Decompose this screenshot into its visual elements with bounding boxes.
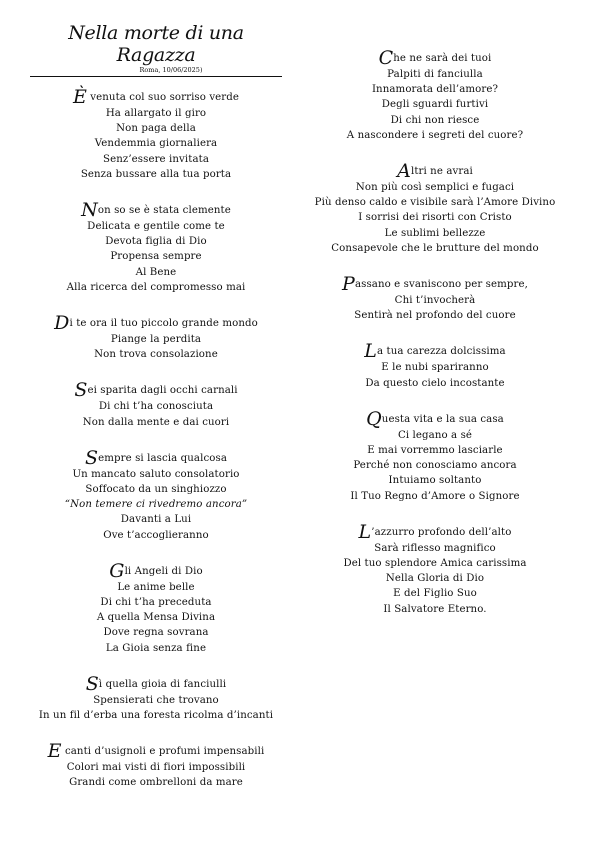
poem-line: Di chi non riesce (390, 114, 480, 126)
poem-line: Non più così semplici e fugaci (355, 182, 515, 194)
poem-line: Intuiamo soltanto (388, 475, 482, 487)
first-line-text: on so se è stata clemente (97, 205, 231, 217)
first-line-text: ’azzurro profondo dell’alto (371, 526, 512, 538)
stanza (300, 340, 570, 390)
left-column (30, 22, 282, 811)
poem-line: La Gioia senza fine (105, 642, 207, 654)
poem-line: Ci legano a sé (397, 429, 473, 441)
stanza (300, 520, 570, 617)
poem-line: Il Tuo Regno d’Amore o Signore (350, 490, 520, 502)
stanza-first-line (30, 199, 282, 222)
poem-line: Un mancato saluto consolatorio (72, 468, 240, 480)
poem-line: “Non temere ci rivedremo ancora” (64, 499, 248, 511)
poem-line: A quella Mensa Divina (96, 612, 216, 624)
stanza-first-line (30, 86, 282, 108)
decorative-initial: A (397, 160, 411, 183)
decorative-initial: P (342, 273, 355, 296)
poem-line: Piange la perdita (110, 334, 202, 346)
decorative-initial: S (74, 379, 88, 402)
poem-line: Senza bussare alla tua porta (80, 168, 232, 180)
first-line-text: empre si lascia qualcosa (98, 452, 227, 464)
stanza-first-line (30, 740, 282, 763)
right-stanzas (300, 47, 570, 617)
poem-line: Perché non conosciamo ancora (353, 460, 517, 472)
stanza-first-line (300, 160, 570, 183)
poem-date: Roma, 10/06/2025) (139, 66, 203, 74)
decorative-initial: L (364, 340, 377, 363)
poem-line: Più denso caldo e visibile sarà l’Amore Divino (314, 197, 556, 209)
title-block (30, 22, 282, 77)
stanza-first-line (30, 559, 282, 582)
decorative-initial: Q (366, 407, 382, 430)
poem-line: In un fil d’erba una foresta ricolma d’incanti (38, 710, 274, 722)
stanza (30, 379, 282, 429)
stanza-first-line (300, 273, 570, 296)
poem-line: Vendemmia giornaliera (94, 138, 218, 150)
poem-line: Spensierati che trovano (93, 694, 219, 706)
poem-line: Chi t’invocherà (394, 295, 476, 307)
poem-line: Alla ricerca del compromesso mai (66, 281, 246, 293)
first-line-text: venuta col suo sorriso verde (86, 92, 240, 103)
poem-line: Ha allargato il giro (105, 108, 207, 119)
decorative-initial: G (109, 559, 125, 582)
poem-line: Devota figlia di Dio (105, 236, 207, 248)
poem-line: Di chi t’ha conosciuta (98, 401, 214, 413)
first-line-text: uesta vita e la sua casa (381, 413, 504, 425)
poem-line: Consapevole che le brutture del mondo (331, 242, 539, 254)
first-line-text: a tua carezza dolcissima (376, 346, 506, 358)
stanza (30, 740, 282, 790)
stanza (300, 47, 570, 143)
stanza (30, 199, 282, 295)
decorative-initial: L (358, 520, 372, 543)
stanza (30, 446, 282, 543)
poem-line: Nella Gloria di Dio (385, 573, 485, 585)
first-line-text: assano e svaniscono per sempre, (354, 279, 528, 291)
poem-line: Non trova consolazione (94, 349, 218, 361)
first-line-text: i te ora il tuo piccolo grande mondo (69, 318, 258, 330)
poem-line: Non dalla mente e dai cuori (82, 416, 230, 428)
decorative-initial: N (81, 199, 98, 222)
decorative-initial: S (85, 446, 99, 469)
poem-line: Del tuo splendore Amica carissima (343, 558, 527, 570)
poem-line: Propensa sempre (110, 251, 202, 263)
poem-line: Colori mai visti di fiori impossibili (66, 762, 246, 774)
stanza (300, 407, 570, 504)
decorative-initial: È (72, 86, 87, 108)
poem-line: A nascondere i segreti del cuore? (346, 129, 524, 141)
poem-line: Il Salvatore Eterno. (383, 603, 487, 615)
first-line-text: he ne sarà dei tuoi (393, 53, 492, 64)
poem-line: E mai vorremmo lasciarle (367, 445, 503, 457)
stanza (300, 160, 570, 256)
first-line-text: ì quella gioia di fanciulli (98, 678, 227, 690)
poem-line: Senz’essere invitata (103, 153, 209, 165)
first-line-text: canti d’usignoli e profumi impensabili (61, 746, 265, 758)
poem-line: I sorrisi dei risorti con Cristo (358, 212, 512, 224)
poem-line: Ove t’accoglieranno (103, 529, 209, 541)
poem-line: Soffocato da un singhiozzo (85, 484, 227, 496)
stanza (300, 273, 570, 323)
decorative-initial: E (47, 740, 62, 763)
poem-line: Le anime belle (117, 581, 195, 593)
right-column (300, 47, 570, 637)
decorative-initial: S (85, 672, 99, 695)
stanza (30, 86, 282, 182)
stanza-first-line (300, 340, 570, 363)
poem-line: Al Bene (135, 266, 177, 278)
poem-line: Da questo cielo incostante (365, 377, 505, 389)
poem-title: Nella morte di una Ragazza (68, 22, 244, 66)
poem-line: Degli sguardi furtivi (381, 99, 489, 111)
first-line-text: ltri ne avrai (410, 166, 473, 178)
poem-line: Di chi t’ha preceduta (100, 597, 212, 609)
first-line-text: ei sparita dagli occhi carnali (87, 385, 238, 397)
poem-line: Sarà riflesso magnifico (374, 542, 496, 554)
first-line-text: li Angeli di Dio (124, 565, 203, 577)
poem-line: Delicata e gentile come te (87, 221, 225, 233)
poem-line: E le nubi spariranno (381, 362, 489, 374)
poem-line: Grandi come ombrelloni da mare (69, 777, 243, 789)
stanza (30, 559, 282, 656)
stanza-first-line (30, 446, 282, 469)
stanza-first-line (30, 379, 282, 402)
decorative-initial: D (54, 312, 70, 335)
decorative-initial: C (378, 47, 394, 69)
stanza-first-line (30, 672, 282, 695)
stanza-first-line (300, 407, 570, 430)
poem-line: E del Figlio Suo (393, 588, 477, 600)
poem-line: Le sublimi bellezze (384, 227, 486, 239)
left-stanzas (30, 86, 282, 791)
poem-line: Dove regna sovrana (103, 627, 209, 639)
stanza-first-line (300, 520, 570, 543)
poem-line: Palpiti di fanciulla (387, 69, 483, 80)
poem-line: Innamorata dell’amore? (371, 84, 499, 96)
stanza-first-line (30, 312, 282, 335)
poem-line: Sentirà nel profondo del cuore (354, 310, 516, 322)
stanza (30, 672, 282, 723)
poem-line: Non paga della (116, 123, 196, 135)
stanza (30, 312, 282, 362)
stanza-first-line (300, 47, 570, 69)
poem-line: Davanti a Lui (120, 514, 192, 526)
